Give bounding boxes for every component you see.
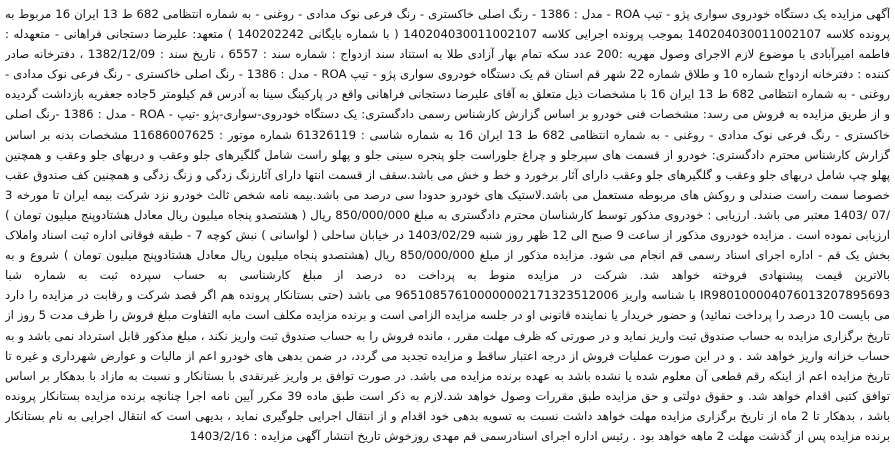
- auction-notice-document: [5, 4, 890, 447]
- auction-notice-text: آگهی مزایده یک دستگاه خودروی سواری پژو - تیپ ROA - مدل : 1386 - رنگ اصلی خاکستری - رنگ فرعی نوک مدادی - روغنی - به شماره انتظامی 682 ط 13 ایران 16 مربوط به پرونده کلاسه 140204030011002107 بموجب پرونده اجرایی کلاسه 140204030011002107 ( با شماره بایگانی 140202242 ) متعهد: علیرضا دستجانی فراهانی - متعهدله : فاطمه امیرآبادی با موضوع لازم الاجرای وصول مهریه :200 عدد سکه تمام بهار آزادی طلا به استناد سند ازدواج : شماره سند : 6557 ، تاریخ سند : 1382/12/09 ، دفترخانه صادر کننده : دفترخانه ازدواج شماره 10 و طلاق شماره 22 شهر قم استان قم یک دستگاه خودروی سواری پژو - تیپ ROA - مدل : 1386 - رنگ اصلی خاکستری - رنگ فرعی نوک مدادی - روغنی - به شماره انتظامی 682 ط 13 ایران 16 با مشخصات ذیل متعلق به آقای علیرضا دستجانی فراهانی واقع در پارکینگ سینا به آدرس قم کیلومتر 5جاده جعفریه بازداشت گردیده و از طریق مزایده به فروش می رسد: مشخصات فنی خودرو بر اساس گزارش کارشناس رسمی دادگستری: یک دستگاه خودروی-سواری-پژو -تیپ - ROA - مدل : 1386 -رنگ اصلی خاکستری - رنگ فرعی نوک مدادی - روغنی - به شماره انتظامی 682 ط 13 ایران 16 به شماره شاسی : 61326119 شماره موتور : 11686007625 مشخصات بدنه بر اساس گزارش کارشناس محترم دادگستری: خودرو از قسمت های سپرجلو و چراغ جلوراست جلو پنجره سینی جلو و پهلو راست شامل گلگیرهای جلو وعقب و دربهای جلو وعقب و همچنین پهلو چپ شامل دربهای جلو وعقب و گلگیرهای جلو وعقب دارای آثار برخورد و خط و خش می باشد.سقف از قسمت انتها دارای آثارزنگ زدگی و زنگ زدگی و همچنین کف صندوق عقب خصوصا سمت راست صندلی و روکش های مربوطه مستعمل می باشد.لاستیک های خودرو حدودا سی درصد می باشد.بیمه نامه شخص ثالث خودرو نزد شرکت بیمه ایران تا مورخه 3 /07 /1403 معتبر می باشد. ارزیابی : خودروی مذکور توسط کارشناسان محترم دادگستری به مبلغ 850/000/000 ریال ( هشتصدو پنجاه میلیون ریال معادل هشتادوپنج میلیون تومان ) ارزیابی نموده است . مزایده خودروی مذکور از ساعت 9 صبح الی 12 ظهر روز شنبه 1403/02/29 در خیابان ساحلی ( لواسانی ) نبش کوچه 7 - طبقه فوقانی اداره ثبت اسناد واملاک بخش یک قم - اداره اجرای اسناد رسمی قم انجام می شود. مزایده مذکور از مبلغ 850/000/000 ریال (هشتصدو پنجاه میلیون ریال معادل هشتادوپنج میلیون تومان ) شروع و به بالاترین قیمت پیشنهادی فروخته خواهد شد. شرکت در مزایده منوط به پرداخت ده درصد از مبلغ کارشناسی به حساب سپرده ثبت به شماره شبا IR980100004076013207895693 با شناسه واریز 965108576100000002171323512006 می باشد (حتی بستانکار پرونده هم اگر قصد شرکت و رقابت در مزایده را دارد می بایست 10 درصد را پرداخت نمائید) و حضور خریدار یا نماینده قانونی او در جلسه مزایده الزامی است و برنده مزایده مکلف است مابه التفاوت مبلغ فروش را ظرف مدت 5 روز از تاریخ برگزاری مزایده به حساب صندوق ثبت واریز نماید و در صورتی که ظرف مهلت مقرر ، مانده فروش را به حساب صندوق ثبت واریز نکند ، مبلغ مذکور قابل استرداد نمی باشد و به حساب خزانه واریز خواهد شد . و در این صورت عملیات فروش از درجه اعتبار ساقط و مزایده تجدید می گردد، در ضمن بدهی های خودرو اعم از مالیات و عوارض شهرداری و غیره تا تاریخ مزایده اعم از اینکه رقم قطعی آن معلوم شده یا نشده باشد به عهده برنده مزایده می باشد. در صورت توافق بر واریز غیرنقدی با بستانکار و نسبت به مازاد با بدهکار بر اساس توافق کتبی اقدام خواهد شد. و حقوق دولتی و حق مزایده طبق مقررات وصول خواهد شد.لازم به ذکر است طبق ماده 39 مکرر آیین نامه اجرا چنانچه برنده مزایده بستانکار پرونده باشد ، بدهکار تا 2 ماه از تاریخ برگزاری مزایده مهلت خواهد داشت نسبت به تسویه بدهی خود اقدام و از انتقال اجرایی جلوگیری نماید ، بدیهی است که انتقال اجرایی به نام بستانکار برنده مزایده پس از گذشت مهلت 2 ماهه خواهد بود . رئیس اداره اجرای اسنادرسمی قم مهدی روزخوش تاریخ انتشار آگهی مزایده : 1403/2/16: [5, 7, 890, 443]
